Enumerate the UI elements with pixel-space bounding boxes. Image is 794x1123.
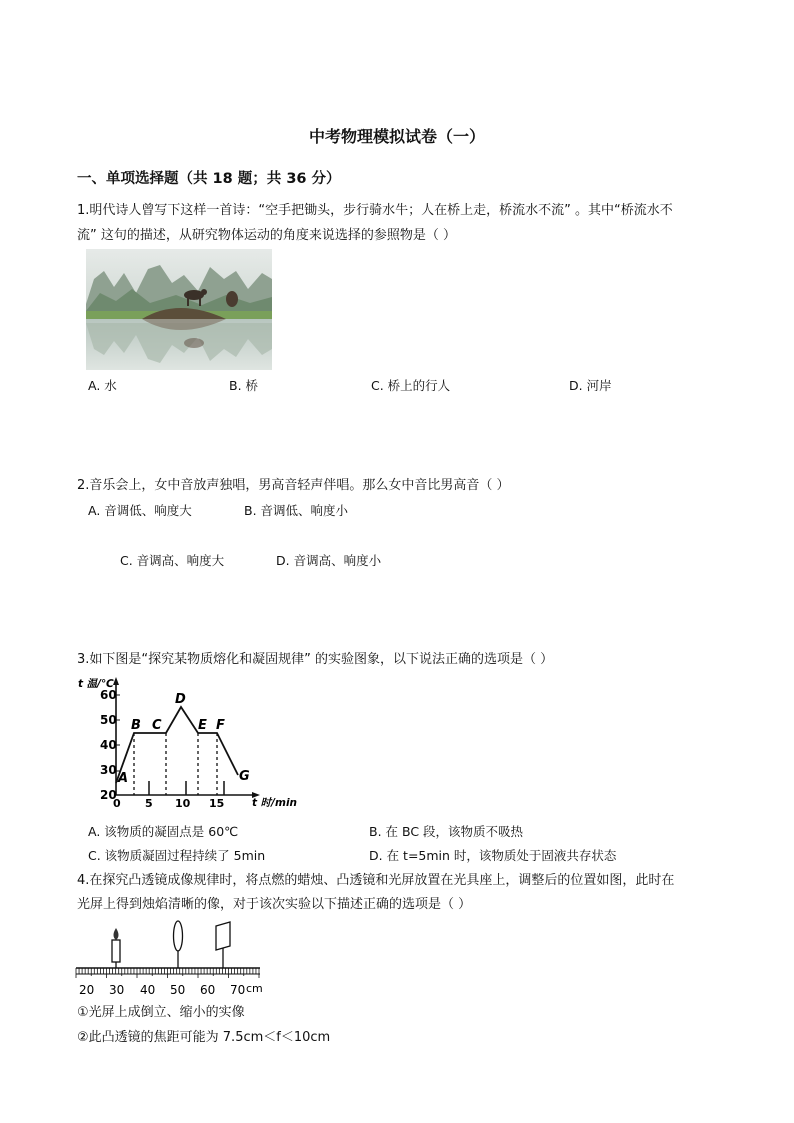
flame-icon (114, 928, 119, 940)
candle-icon (112, 940, 120, 962)
q3-option-a[interactable]: A. 该物质的凝固点是 60℃ (88, 824, 239, 839)
point-f-label: F (216, 718, 225, 733)
point-g-label: G (239, 769, 250, 784)
question-4-line-2: 光屏上得到烛焰清晰的像，对于该次实验以下描述正确的选项是（ ） (77, 897, 472, 912)
question-4-line-1: 4.在探究凸透镜成像规律时，将点燃的蜡烛、凸透镜和光屏放置在光具座上，调整后的位置如图，此时在 (77, 873, 675, 888)
melting-curve-graph (74, 673, 300, 813)
optical-bench-diagram (74, 918, 274, 998)
question-2-text: 2.音乐会上，女中音放声独唱，男高音轻声伴唱。那么女中音比男高音（ ） (77, 478, 510, 493)
x-tick-10: 10 (175, 797, 191, 810)
ruler-label-60: 60 (200, 983, 216, 997)
point-b-label: B (131, 718, 141, 733)
q3-option-b[interactable]: B. 在 BC 段，该物质不吸热 (369, 824, 524, 839)
q1-option-a[interactable]: A. 水 (88, 378, 117, 393)
convex-lens-icon (174, 921, 183, 951)
x-tick-15: 15 (209, 797, 225, 810)
point-a-label: A (118, 771, 129, 786)
q1-option-c[interactable]: C. 桥上的行人 (371, 378, 451, 393)
question-1-line-1: 1.明代诗人曾写下这样一首诗：“空手把锄头，步行骑水牛；人在桥上走，桥流水不流” 。其中“桥流水不 (77, 203, 673, 218)
point-d-label: D (175, 692, 186, 707)
q2-option-a[interactable]: A. 音调低、响度大 (88, 503, 192, 518)
q2-option-d[interactable]: D. 音调高、响度小 (276, 553, 382, 568)
question-3-text: 3.如下图是“探究某物质熔化和凝固规律” 的实验图象，以下说法正确的选项是（ ） (77, 652, 554, 667)
y-axis-label: t 温/℃ (78, 678, 114, 690)
q3-option-c[interactable]: C. 该物质凝固过程持续了 5min (88, 848, 266, 863)
y-tick-50: 50 (100, 713, 117, 727)
q2-option-b[interactable]: B. 音调低、响度小 (244, 503, 349, 518)
q1-option-b[interactable]: B. 桥 (229, 378, 259, 393)
q3-option-d[interactable]: D. 在 t=5min 时，该物质处于固液共存状态 (369, 848, 617, 863)
question-1-line-2: 流” 这句的描述，从研究物体运动的角度来说选择的参照物是（ ） (77, 228, 456, 243)
x-tick-0: 0 (113, 797, 121, 810)
exam-title: 中考物理模拟试卷（一） (308, 127, 485, 146)
y-tick-20: 20 (100, 788, 117, 802)
q2-option-c[interactable]: C. 音调高、响度大 (120, 553, 225, 568)
ruler-unit: cm (246, 982, 263, 995)
q4-statement-2: ②此凸透镜的焦距可能为 7.5cm＜f＜10cm (77, 1030, 331, 1045)
ruler-label-70: 70 (230, 983, 246, 997)
point-e-label: E (198, 718, 207, 733)
ruler-label-40: 40 (140, 983, 156, 997)
ruler-label-20: 20 (79, 983, 95, 997)
bridge-buffalo-photo (86, 249, 272, 370)
ruler-label-50: 50 (170, 983, 186, 997)
y-tick-60: 60 (100, 688, 117, 702)
ruler-label-30: 30 (109, 983, 125, 997)
point-c-label: C (152, 718, 162, 733)
y-tick-30: 30 (100, 763, 117, 777)
x-axis-label: t 时/min (252, 797, 298, 809)
q1-option-d[interactable]: D. 河岸 (569, 378, 612, 393)
x-tick-5: 5 (145, 797, 153, 810)
section-heading: 一、单项选择题（共 18 题；共 36 分） (77, 171, 341, 187)
light-screen-icon (216, 922, 230, 950)
y-tick-40: 40 (100, 738, 117, 752)
q4-statement-1: ①光屏上成倒立、缩小的实像 (77, 1005, 245, 1020)
